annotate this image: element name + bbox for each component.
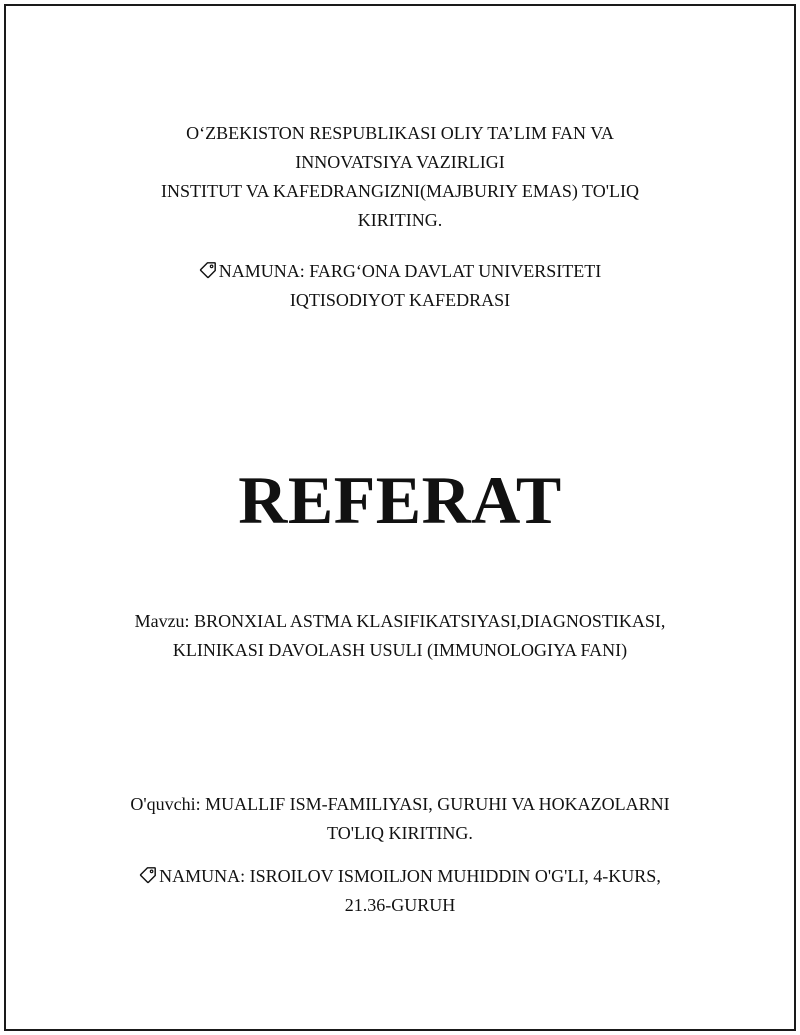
topic-line-1: Mavzu: BRONXIAL ASTMA KLASIFIKATSIYASI,DIAGNOSTIKASI, (134, 611, 666, 631)
sample-institute-line-2: IQTISODIYOT KAFEDRASI (289, 290, 511, 310)
topic (0, 607, 800, 665)
sample-institute-text: NAMUNA: FARG‘ONA DAVLAT UNIVERSITETI (218, 261, 602, 281)
sample-student-text: NAMUNA: ISROILOV ISMOILJON MUHIDDIN O'G'LI, 4-KURS, (159, 866, 661, 886)
ministry-line-2: INNOVATSIYA VAZIRLIGI (295, 152, 505, 172)
tag-icon (139, 866, 157, 884)
ministry-header (0, 119, 800, 235)
tag-icon (199, 261, 217, 279)
ministry-line-1: O‘ZBEKISTON RESPUBLIKASI OLIY TA’LIM FAN VA (186, 123, 614, 143)
sample-institute (0, 257, 800, 315)
student-info (0, 790, 800, 848)
student-line-2: TO'LIQ KIRITING. (327, 823, 473, 843)
institute-line-2: KIRITING. (357, 210, 443, 230)
sample-student-line-2: 21.36-GURUH (344, 895, 456, 915)
sample-student (0, 862, 800, 920)
document-title: REFERAT (238, 462, 562, 538)
sample-student-line-1 (0, 862, 800, 891)
student-line-1: O'quvchi: MUALLIF ISM-FAMILIYASI, GURUHI VA HOKAZOLARNI (130, 794, 670, 814)
topic-line-2: KLINIKASI DAVOLASH USULI (IMMUNOLOGIYA FANI) (172, 640, 628, 660)
institute-line-1: INSTITUT VA KAFEDRANGIZNI(MAJBURIY EMAS) TO'LIQ (161, 181, 639, 201)
sample-institute-line-1 (0, 257, 800, 286)
